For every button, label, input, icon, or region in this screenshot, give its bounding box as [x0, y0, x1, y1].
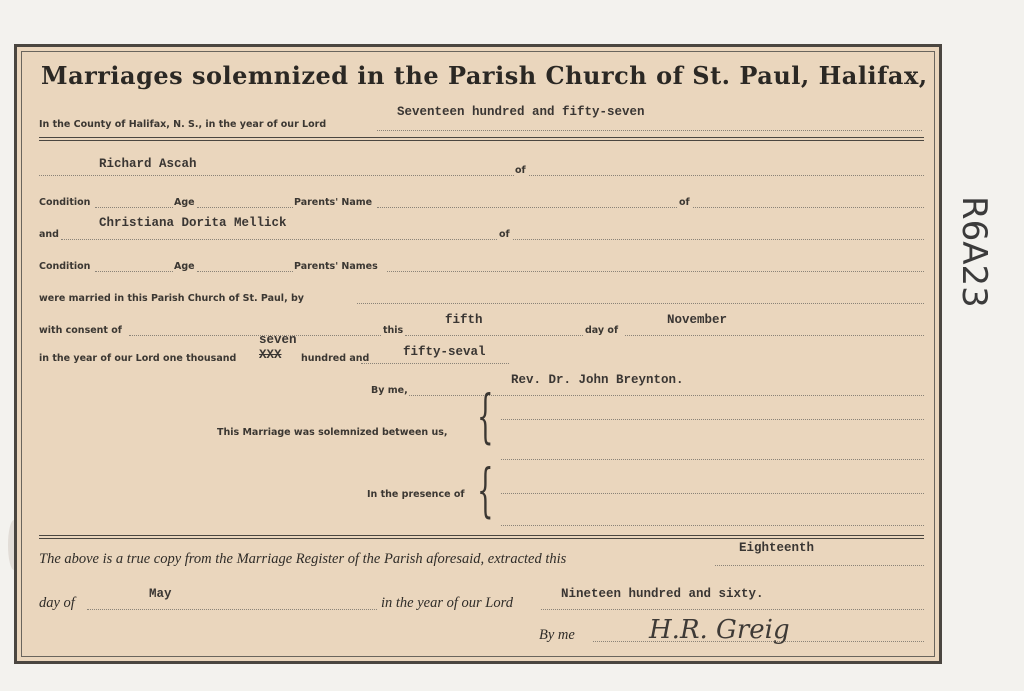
extract-day-of-label: day of [39, 595, 75, 611]
registration-year: Seventeen hundred and fifty-seven [397, 105, 645, 119]
groom-condition-label: Condition [39, 197, 91, 208]
bride-name-line [61, 239, 497, 240]
witness-line-2 [501, 525, 924, 526]
party-line-1 [501, 419, 924, 420]
and-label: and [39, 229, 59, 240]
bride-age-label: Age [174, 261, 195, 272]
extract-day-line [715, 565, 924, 566]
presence-label: In the presence of [367, 489, 465, 500]
groom-age-label: Age [174, 197, 195, 208]
groom-age-line [197, 207, 293, 208]
marriage-month: November [667, 313, 728, 327]
groom-parents-residence-line [693, 207, 924, 208]
extract-month: May [149, 587, 172, 601]
bride-name: Christiana Dorita Mellick [99, 216, 287, 230]
certificate-title: Marriages solemnized in the Parish Church of St. Paul, Halifax, [41, 61, 928, 90]
extract-year-label: in the year of our Lord [381, 595, 513, 611]
header-rule [39, 137, 924, 141]
groom-parents-of-label: of [679, 197, 690, 208]
extract-day: Eighteenth [739, 541, 815, 555]
groom-name-line [39, 175, 514, 176]
brace-between: { [477, 382, 494, 450]
struck-out-value: XXX [259, 348, 282, 362]
hundred-and-label: hundred and [301, 353, 370, 364]
married-by-line [357, 303, 924, 304]
county-line-label: In the County of Halifax, N. S., in the year of our Lord [39, 119, 327, 130]
bride-parents-line [387, 271, 924, 272]
certifier-by-me-label: By me [539, 627, 575, 643]
year-hundreds-value: seven [259, 333, 297, 347]
extract-month-line [87, 609, 377, 610]
certificate-rule [39, 535, 924, 539]
bride-condition-line [95, 271, 173, 272]
by-me-label: By me, [371, 385, 408, 396]
marriage-day: fifth [445, 313, 483, 327]
day-line [405, 335, 583, 336]
witness-line-1 [501, 493, 924, 494]
bride-parents-label: Parents' Names [294, 261, 378, 272]
party-line-2 [501, 459, 924, 460]
solemnized-between-label: This Marriage was solemnized between us, [217, 427, 448, 438]
groom-parents-label: Parents' Name [294, 197, 373, 208]
groom-parents-line [377, 207, 677, 208]
day-of-label: day of [585, 325, 619, 336]
year-line-label: in the year of our Lord one thousand [39, 353, 237, 364]
groom-name: Richard Ascah [99, 157, 197, 171]
groom-residence-line [529, 175, 924, 176]
bride-age-line [197, 271, 293, 272]
consent-label: with consent of [39, 325, 122, 336]
bride-residence-line [513, 239, 924, 240]
marriage-certificate [14, 44, 942, 664]
year-tail-value: fifty-seval [403, 345, 486, 359]
married-by-label: were married in this Parish Church of St. Paul, by [39, 293, 304, 304]
bride-condition-label: Condition [39, 261, 91, 272]
groom-of-label: of [515, 165, 526, 176]
extract-text: The above is a true copy from the Marriage Register of the Parish aforesaid, extracted this [39, 551, 567, 567]
margin-reference-note: R6A23 [954, 196, 994, 308]
certifier-signature: H.R. Greig [649, 615, 790, 645]
extract-year-line [541, 609, 924, 610]
month-line [625, 335, 924, 336]
year-tail-line [361, 363, 509, 364]
brace-presence: { [477, 456, 494, 524]
year-fill-line [377, 130, 922, 131]
this-label: this [383, 325, 404, 336]
officiant-name: Rev. Dr. John Breynton. [511, 373, 684, 387]
bride-of-label: of [499, 229, 510, 240]
consent-line [129, 335, 381, 336]
groom-condition-line [95, 207, 173, 208]
extract-year: Nineteen hundred and sixty. [561, 587, 764, 601]
